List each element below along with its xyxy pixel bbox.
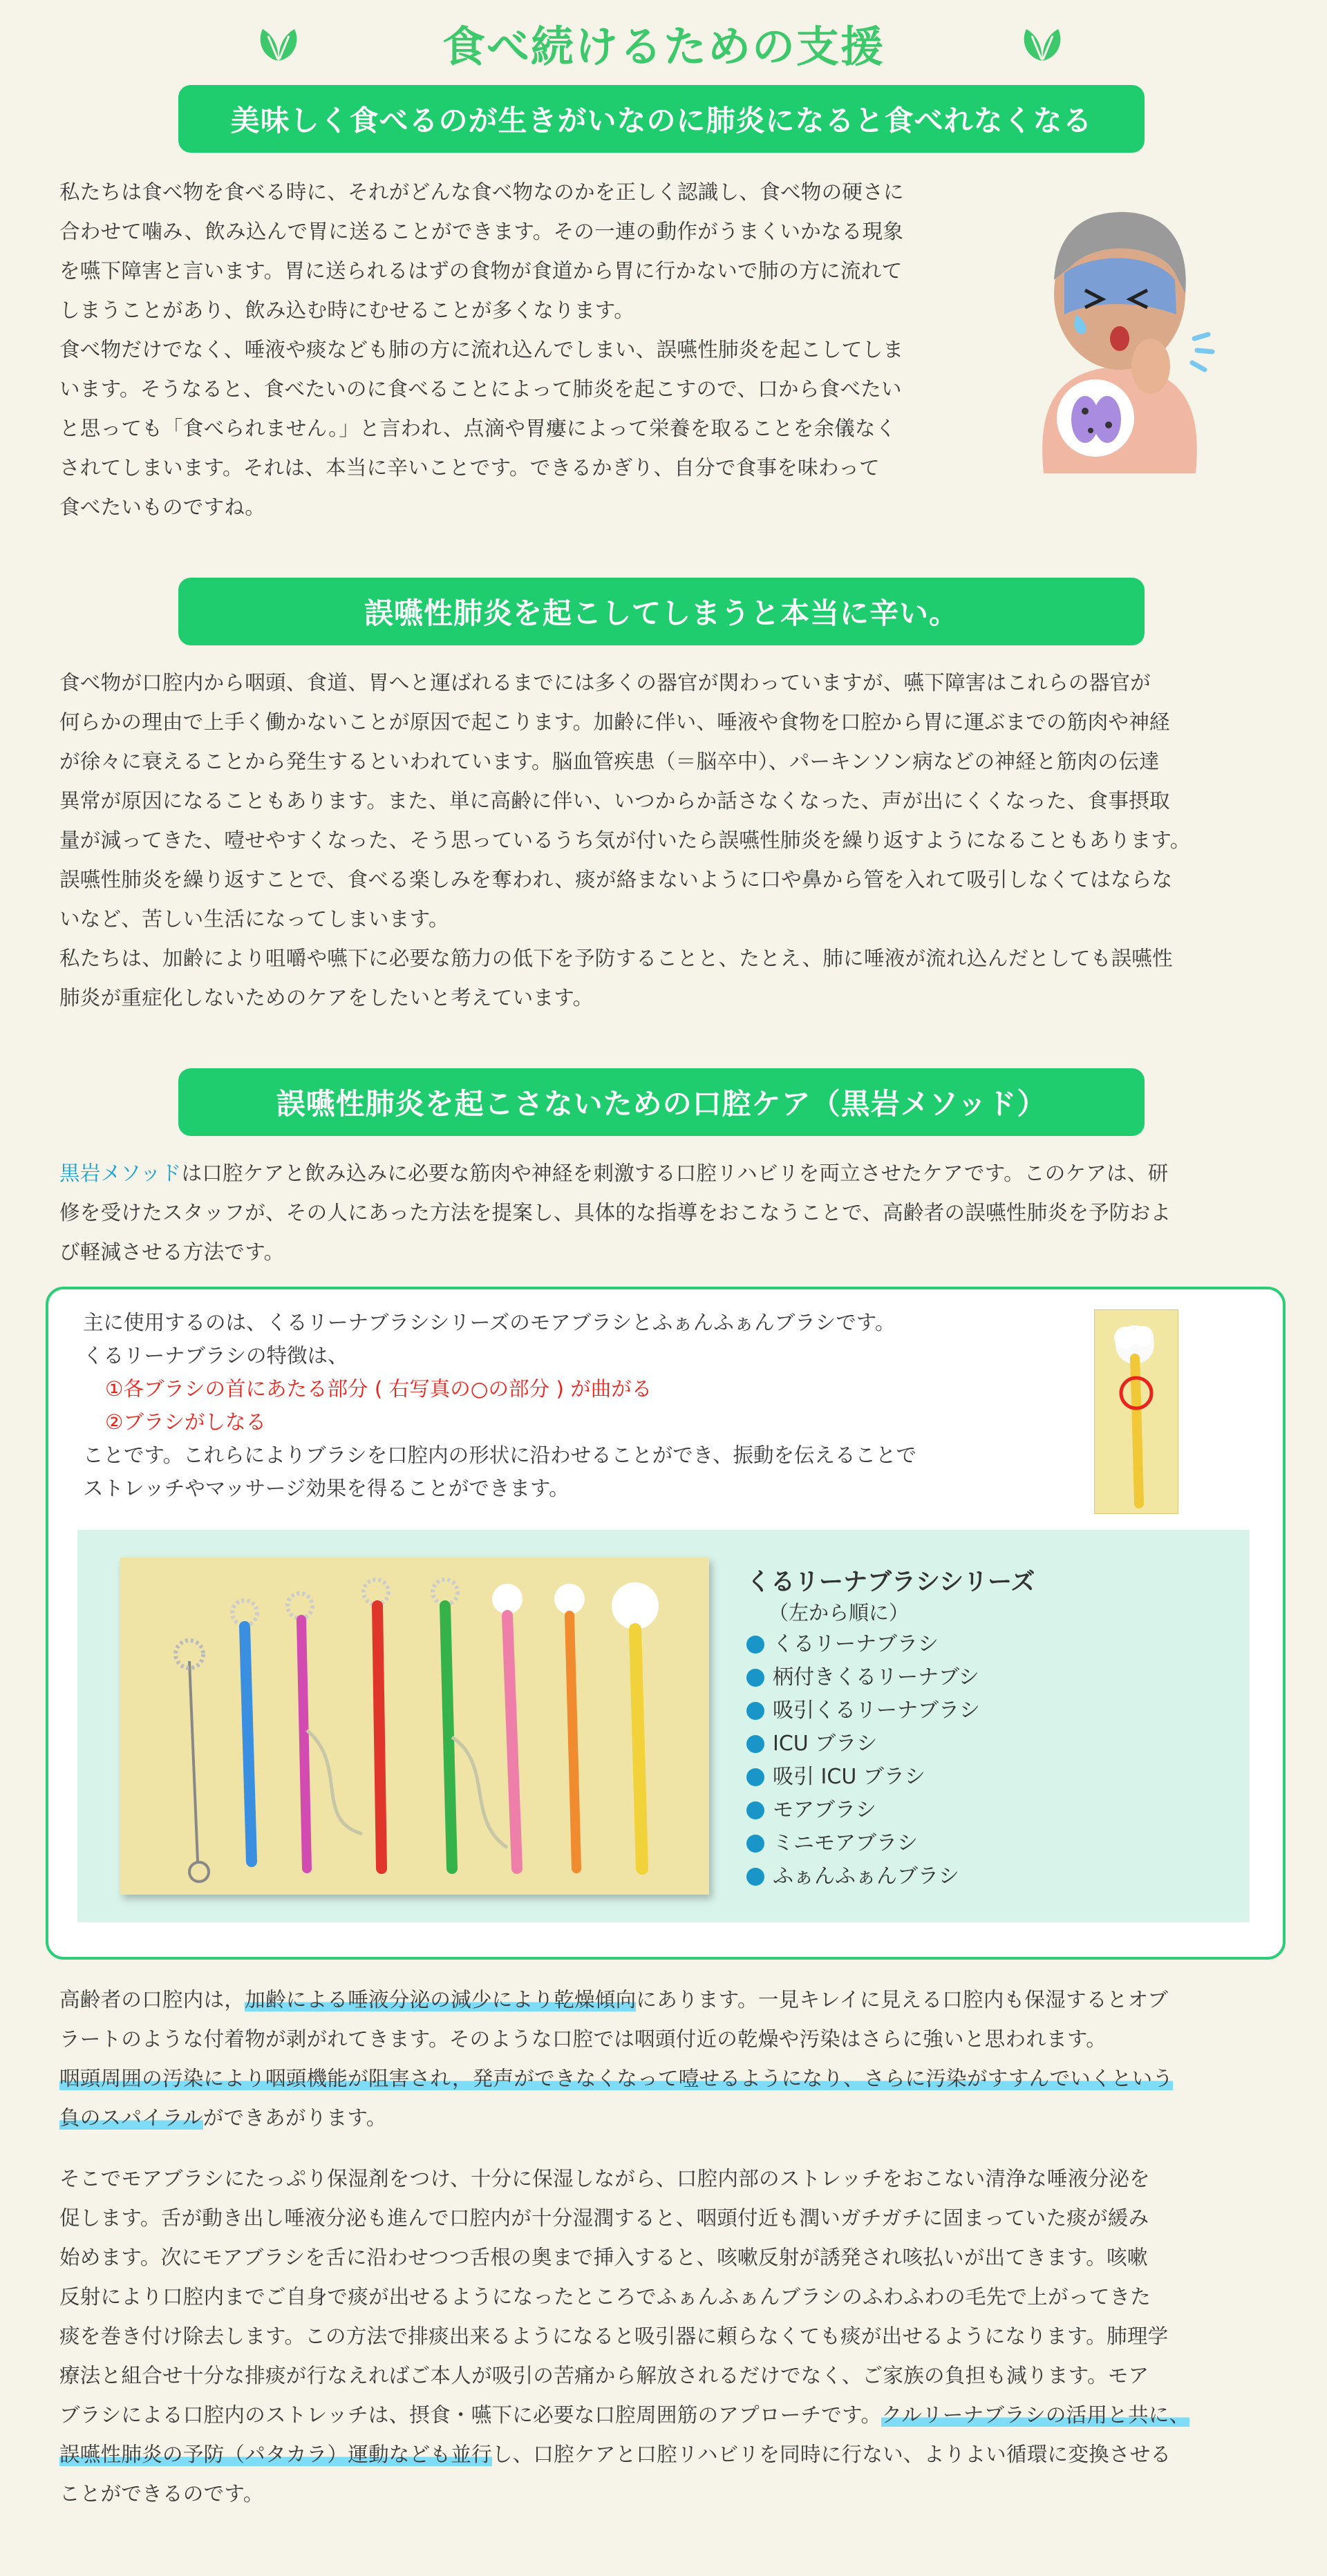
- leaf-icon: [1018, 25, 1066, 64]
- list-item: ICU ブラシ: [746, 1727, 980, 1761]
- box-line1: 主に使用するのは、くるリーナブラシシリーズのモアブラシとふぁんふぁんブラシです。: [83, 1311, 896, 1334]
- page-title: 食べ続けるための支援: [442, 21, 885, 72]
- list-item: くるリーナブラシ: [746, 1628, 980, 1661]
- list-item: ミニモアブラシ: [746, 1827, 980, 1860]
- highlight-spiral: 咽頭周囲の汚染により咽頭機能が阻害され，発声ができなくなって噎せるようになり、さらに汚染がすすんでいくという 負のスパイラル: [59, 2067, 1174, 2130]
- list-item: 吸引 ICU ブラシ: [746, 1761, 980, 1794]
- feature-point2: ②ブラシがしなる: [105, 1410, 266, 1434]
- section1-text: 私たちは食べ物を食べる時に、それがどんな食べ物なのかを正しく認識し、食べ物の硬さに 合わせて噛み、飲み込んで胃に送ることができます。その一連の動作がうまくいかなる現象 を嚥下障害と言います。胃に送られるはずの食物が食道から胃に行かないで肺の方に流れて しまうことがあり、飲み込む時にむせることが多くなります。 食べ物だけでなく、唾液や痰なども肺の方に流れ込んでしまい、誤嚥性肺炎を起こしてしま います。そうなると、食べたいのに食べることによって肺炎を起こすので、口から食べたい と思っても「食べられません。」と言われ、点滴や胃瘻によって栄養を取ることを余儀なく されてしまいます。それは、本当に辛いことです。できるかぎり、自分で食事を味わって 食べたいものですね。: [59, 180, 904, 519]
- box-line4: ストレッチやマッサージ効果を得ることができます。: [83, 1477, 570, 1500]
- list-item: 吸引くるリーナブラシ: [746, 1694, 980, 1727]
- bullet-icon: [746, 1835, 764, 1853]
- box-line2: くるリーナブラシの特徴は、: [83, 1344, 348, 1367]
- bullet-icon: [746, 1868, 764, 1886]
- brush-series-photo: [120, 1557, 709, 1895]
- bullet-icon: [746, 1801, 764, 1819]
- section4-para1: 高齢者の口腔内は，加齢による唾液分泌の減少により乾燥傾向にあります。一見キレイに見える口腔内も保湿するとオブ ラートのような付着物が剥がれてきます。そのような口腔では咽頭付近の乾燥や汚染はさらに強いと思われます。 咽頭周囲の汚染により咽頭機能が阻害され，発声ができなくなって噎せるようになり、さらに汚染がすすんでいくという 負のスパイラルができあがります。: [59, 1988, 1174, 2130]
- series-list: [746, 1628, 980, 1893]
- section2-body: [59, 663, 1276, 1018]
- series-subtitle: （左から順に）: [769, 1601, 910, 1625]
- bullet-icon: [746, 1669, 764, 1687]
- brush-closeup-photo: [1094, 1309, 1178, 1514]
- highlight-prevention: クルリーナブラシの活用と共に、 誤嚥性肺炎の予防（パタカラ）運動なども並行: [59, 2403, 1190, 2466]
- series-title: くるリーナブラシシリーズ: [746, 1569, 1035, 1596]
- section2-heading: 誤嚥性肺炎を起こしてしまうと本当に辛い。: [178, 578, 1145, 645]
- page-title-row: [0, 15, 1327, 70]
- list-item: モアブラシ: [746, 1794, 980, 1827]
- brush-info-text: [83, 1306, 916, 1505]
- coughing-elderly-illustration: [1016, 197, 1223, 473]
- highlight-dryness: 加齢による唾液分泌の減少により乾燥傾向: [245, 1988, 637, 2011]
- list-item: 柄付きくるリーナブシ: [746, 1661, 980, 1694]
- section1-body: [59, 173, 986, 527]
- bullet-icon: [746, 1636, 764, 1654]
- feature-point1: ①各ブラシの首にあたる部分 ( 右写真の○の部分 ) が曲がる: [105, 1377, 652, 1401]
- section3-intro-text: は口腔ケアと飲み込みに必要な筋肉や神経を刺激する口腔リハビリを両立させたケアです。このケアは、研 修を受けたスタッフが、その人にあった方法を提案し、具体的な指導をおこなうことで、高齢者の誤嚥性肺炎を予防およ び軽減させる方法です。: [59, 1162, 1171, 1264]
- bullet-icon: [746, 1768, 764, 1786]
- box-line3: ことです。これらによりブラシを口腔内の形状に沿わせることができ、振動を伝えることで: [83, 1443, 916, 1467]
- bullet-icon: [746, 1702, 764, 1720]
- kuroiwa-method-link[interactable]: 黒岩メソッド: [59, 1162, 182, 1185]
- section2-text: 食べ物が口腔内から咽頭、食道、胃へと運ばれるまでには多くの器官が関わっていますが、嚥下障害はこれらの器官が 何らかの理由で上手く働かないことが原因で起こります。加齢に伴い、唾液や食物を口腔から胃に運ぶまでの筋肉や神経 が徐々に衰えることから発生するといわれています。脳血管疾患（＝脳卒中）、パーキンソン病などの神経と筋肉の伝達 異常が原因になることもあります。また、単に高齢に伴い、いつからか話さなくなった、声が出にくくなった、食事摂取 量が減ってきた、噎せやすくなった、そう思っているうち気が付いたら誤嚥性肺炎を繰り返すようになることもあります。 誤嚥性肺炎を繰り返すことで、食べる楽しみを奪われ、痰が絡まないように口や鼻から管を入れて吸引しなくてはならな いなど、苦しい生活になってしまいます。 私たちは、加齢により咀嚼や嚥下に必要な筋力の低下を予防することと、たとえ、肺に唾液が流れ込んだとしても誤嚥性 肺炎が重症化しないためのケアをしたいと考えています。: [59, 671, 1191, 1010]
- section3-heading: 誤嚥性肺炎を起こさないための口腔ケア（黒岩メソッド）: [178, 1068, 1145, 1136]
- bullet-icon: [746, 1735, 764, 1753]
- section4-para2: そこでモアブラシにたっぷり保湿剤をつけ、十分に保湿しながら、口腔内部のストレッチをおこない清浄な唾液分泌を 促します。舌が動き出し唾液分泌も進んで口腔内が十分湿潤すると、咽頭付近も潤いガチガチに固まっていた痰が緩み 始めます。次にモアブラシを舌に沿わせつつ舌根の奥まで挿入すると、咳嗽反射が誘発され咳払いが出てきます。咳嗽 反射により口腔内までご自身で痰が出せるようになったところでふぁんふぁんブラシのふわふわの毛先で上がってきた 痰を巻き付け除去します。この方法で排痰出来るようになると吸引器に頼らなくても痰が出せるようになります。肺理学 療法と組合せ十分な排痰が行なえればご本人が吸引の苦痛から解放されるだけでなく、ご家族の負担も減ります。モア ブラシによる口腔内のストレッチは、摂食・嚥下に必要な口腔周囲筋のアプローチです。クルリーナブラシの活用と共に、 誤嚥性肺炎の予防（パタカラ）運動なども並行し、口腔ケアと口腔リハビリを同時に行ない、よりよい循環に変換させる ことができるのです。: [59, 2167, 1190, 2506]
- list-item: ふぁんふぁんブラシ: [746, 1860, 980, 1893]
- section1-heading: 美味しく食べるのが生きがいなのに肺炎になると食べれなくなる: [178, 85, 1145, 153]
- section3-intro: [59, 1154, 1276, 1272]
